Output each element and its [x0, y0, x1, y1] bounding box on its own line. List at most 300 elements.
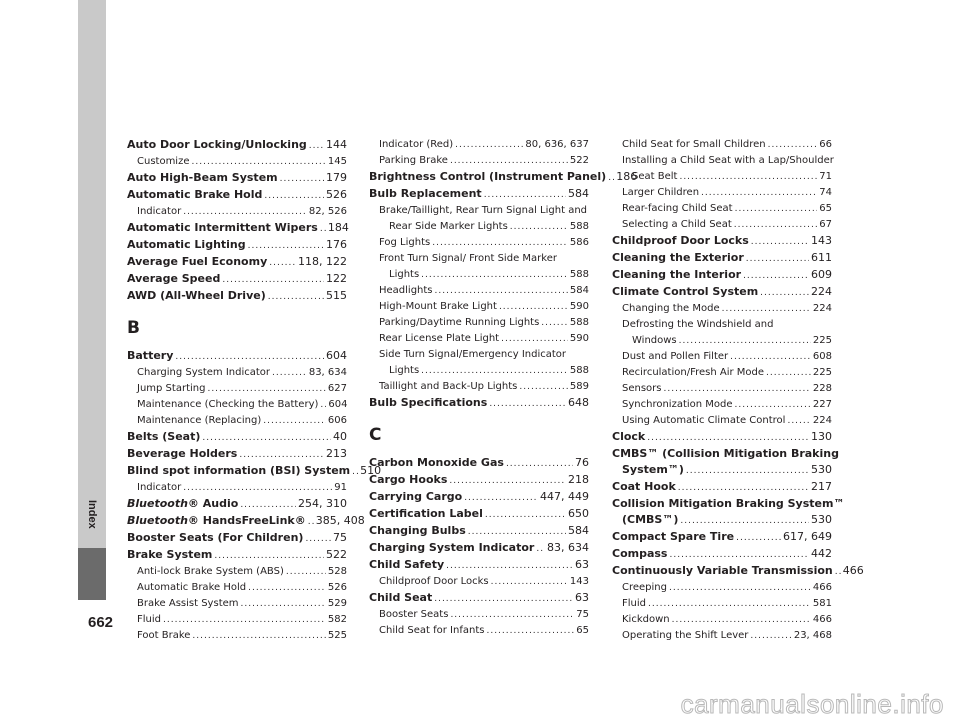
- entry-text: Creeping: [622, 582, 667, 593]
- entry-text: Indicator (Red): [379, 139, 454, 150]
- dot-leader: [240, 497, 296, 513]
- dot-leader: [446, 558, 573, 574]
- index-subentry: [127, 564, 347, 580]
- entry-text: Compact Spare Tire: [612, 530, 735, 543]
- index-entry: [612, 546, 832, 563]
- page-reference: 179: [326, 171, 347, 184]
- entry-text: Bluetooth® HandsFreeLink®: [127, 514, 306, 527]
- entry-text: Using Automatic Climate Control: [622, 415, 786, 426]
- page-reference: 224: [812, 303, 832, 314]
- dot-leader: [192, 628, 325, 644]
- entry-text: Bulb Specifications: [369, 396, 488, 409]
- entry-text: Fog Lights: [379, 237, 431, 248]
- index-subentry: [127, 381, 347, 397]
- entry-text: High-Mount Brake Light: [379, 301, 497, 312]
- entry-text: System™): [622, 463, 684, 476]
- entry-text: Auto Door Locking/Unlocking: [127, 138, 307, 151]
- dot-leader: [286, 564, 326, 580]
- page-reference: 224: [812, 415, 832, 426]
- entry-text: AWD (All-Wheel Drive): [127, 289, 266, 302]
- index-entry: [612, 496, 845, 512]
- entry-text: Taillight and Back-Up Lights: [379, 381, 518, 392]
- entry-text: Carrying Cargo: [369, 490, 463, 503]
- dot-leader: [241, 596, 326, 612]
- page-reference: 611: [811, 251, 832, 264]
- page-reference: 63: [575, 558, 589, 571]
- dot-leader: [736, 530, 781, 546]
- page-reference: 604: [326, 349, 347, 362]
- index-subentry: [612, 317, 832, 333]
- page-reference: 588: [569, 221, 589, 232]
- index-entry: [612, 512, 832, 529]
- dot-leader: [175, 349, 324, 365]
- index-entry: [612, 446, 839, 462]
- entry-text: Recirculation/Fresh Air Mode: [622, 367, 765, 378]
- index-column-1: [127, 137, 382, 644]
- dot-leader: [434, 591, 573, 607]
- index-entry: [612, 233, 832, 250]
- index-subentry: [612, 185, 832, 201]
- index-entry: [369, 186, 589, 203]
- entry-text: Selecting a Child Seat: [622, 219, 732, 230]
- page-reference: 466: [812, 582, 832, 593]
- index-subentry: [369, 607, 589, 623]
- watermark: carmanualsonline.info: [680, 689, 944, 719]
- entry-text: Brake System: [127, 548, 213, 561]
- page-reference: 385, 408: [315, 514, 365, 527]
- page-reference: 225: [812, 367, 832, 378]
- index-subentry: [369, 283, 589, 299]
- entry-text: Brake Assist System: [137, 598, 239, 609]
- entry-text: Kickdown: [622, 614, 670, 625]
- entry-text: Jump Starting: [137, 383, 206, 394]
- index-entry: [369, 590, 589, 607]
- dot-leader: [183, 480, 332, 496]
- page-reference: 466: [842, 564, 864, 577]
- entry-text: Brightness Control (Instrument Panel): [369, 170, 607, 183]
- page-reference: 75: [333, 531, 347, 544]
- index-entry: [369, 557, 589, 574]
- index-entry: [127, 513, 365, 530]
- dot-leader: [766, 365, 811, 381]
- page-reference: 582: [327, 614, 347, 625]
- entry-text: Clock: [612, 430, 646, 443]
- dot-leader: [280, 171, 324, 187]
- dot-leader: [450, 153, 568, 169]
- index-entry: [127, 496, 347, 513]
- dot-leader: [734, 217, 818, 233]
- dot-leader: [669, 580, 811, 596]
- entry-text: Carbon Monoxide Gas: [369, 456, 504, 469]
- page-reference: 82, 526: [308, 206, 347, 217]
- dot-leader: [432, 235, 568, 251]
- dot-leader: [536, 541, 545, 557]
- page-reference: 526: [327, 582, 347, 593]
- dot-leader: [519, 379, 568, 395]
- page-reference: 186: [616, 170, 638, 183]
- entry-text: Bulb Replacement: [369, 187, 482, 200]
- page-reference: 530: [811, 463, 832, 476]
- page-reference: 217: [811, 480, 832, 493]
- entry-text: Average Fuel Economy: [127, 255, 268, 268]
- dot-leader: [484, 187, 566, 203]
- page-reference: 515: [326, 289, 347, 302]
- dot-leader: [450, 607, 574, 623]
- entry-text: Anti-lock Brake System (ABS): [137, 566, 284, 577]
- index-sidebar-tab: [78, 548, 106, 600]
- page-reference: 528: [327, 566, 347, 577]
- entry-text: Headlights: [379, 285, 433, 296]
- entry-text: Cleaning the Exterior: [612, 251, 744, 264]
- page-reference: 213: [326, 447, 347, 460]
- dot-leader: [421, 363, 568, 379]
- entry-text: Child Safety: [369, 558, 445, 571]
- page-reference: 604: [328, 399, 348, 410]
- dot-leader: [248, 580, 326, 596]
- page-reference: 510: [360, 464, 382, 477]
- index-subentry: [127, 612, 347, 628]
- entry-text: Foot Brake: [137, 630, 191, 641]
- index-entry: [612, 284, 832, 301]
- dot-leader: [751, 234, 809, 250]
- entry-text: (CMBS™): [622, 513, 679, 526]
- entry-text: Charging System Indicator: [369, 541, 535, 554]
- entry-text: Changing Bulbs: [369, 524, 466, 537]
- page-reference: 589: [569, 381, 589, 392]
- dot-leader: [722, 301, 811, 317]
- dot-leader: [701, 185, 817, 201]
- index-subentry: [612, 333, 832, 349]
- index-subentry: [612, 301, 832, 317]
- index-subentry: [612, 217, 832, 233]
- index-subentry: [369, 219, 589, 235]
- entry-text: Certification Label: [369, 507, 483, 520]
- page-reference: 529: [327, 598, 347, 609]
- index-entry: [369, 540, 589, 557]
- entry-text: Lights: [389, 365, 420, 376]
- dot-leader: [760, 285, 809, 301]
- index-subentry: [612, 397, 832, 413]
- index-entry: [612, 529, 832, 546]
- entry-text: Child Seat for Small Children: [622, 139, 766, 150]
- index-entry: [612, 267, 832, 284]
- page-reference: 118, 122: [298, 255, 347, 268]
- entry-text: Front Turn Signal/ Front Side Marker: [379, 253, 557, 264]
- index-subentry: [612, 169, 832, 185]
- index-subentry: [612, 201, 832, 217]
- entry-text: Larger Children: [622, 187, 700, 198]
- page-reference: 584: [568, 524, 589, 537]
- index-subentry: [369, 251, 589, 267]
- dot-leader: [435, 283, 568, 299]
- index-subentry: [127, 628, 347, 644]
- page-reference: 23, 468: [793, 630, 832, 641]
- dot-leader: [491, 574, 568, 590]
- index-entry: [127, 220, 347, 237]
- entry-text: Side Turn Signal/Emergency Indicator: [379, 349, 567, 360]
- dot-leader: [264, 188, 324, 204]
- index-subentry: [612, 596, 832, 612]
- dot-leader: [248, 238, 324, 254]
- entry-text: Climate Control System: [612, 285, 759, 298]
- entry-text: Brake/Taillight, Rear Turn Signal Light and: [379, 205, 588, 216]
- index-entry: [369, 395, 589, 412]
- index-entry: [127, 530, 347, 547]
- entry-text: Auto High-Beam System: [127, 171, 278, 184]
- index-letter-heading: C: [369, 425, 382, 445]
- dot-leader: [669, 547, 809, 563]
- section-label: Index: [86, 500, 98, 529]
- entry-text: Booster Seats (For Children): [127, 531, 304, 544]
- index-entry: [369, 169, 638, 186]
- page-reference: 522: [326, 548, 347, 561]
- dot-leader: [735, 201, 818, 217]
- dot-leader: [672, 612, 811, 628]
- page-reference: 67: [819, 219, 832, 230]
- index-subentry: [369, 363, 589, 379]
- dot-leader: [320, 221, 326, 237]
- index-subentry: [369, 299, 589, 315]
- dot-leader: [269, 255, 296, 271]
- page-reference: 526: [326, 188, 347, 201]
- page-reference: 74: [819, 187, 832, 198]
- entry-text: Parking/Daytime Running Lights: [379, 317, 540, 328]
- dot-leader: [647, 430, 809, 446]
- dot-leader: [207, 381, 325, 397]
- index-subentry: [127, 397, 347, 413]
- entry-text: Childproof Door Locks: [379, 576, 489, 587]
- index-subentry: [612, 137, 832, 153]
- entry-text: Customize: [137, 156, 190, 167]
- entry-text: Child Seat: [369, 591, 433, 604]
- index-subentry: [127, 580, 347, 596]
- page-reference: 588: [569, 269, 589, 280]
- entry-text: Indicator: [137, 206, 182, 217]
- dot-leader: [486, 623, 574, 639]
- index-entry: [369, 489, 589, 506]
- dot-leader: [163, 612, 326, 628]
- dot-leader: [214, 548, 324, 564]
- dot-leader: [506, 456, 573, 472]
- page-reference: 522: [569, 155, 589, 166]
- index-entry: [127, 463, 382, 480]
- page-reference: 75: [576, 609, 589, 620]
- dot-leader: [735, 397, 811, 413]
- dot-leader: [309, 138, 324, 154]
- page-reference: 650: [568, 507, 589, 520]
- entry-text: Rear Side Marker Lights: [389, 221, 508, 232]
- entry-text: Cleaning the Interior: [612, 268, 742, 281]
- index-subentry: [127, 596, 347, 612]
- index-subentry: [369, 379, 589, 395]
- entry-text: Charging System Indicator: [137, 367, 271, 378]
- dot-leader: [686, 463, 809, 479]
- index-entry: [369, 455, 589, 472]
- dot-leader: [468, 524, 566, 540]
- entry-text: Windows: [632, 335, 677, 346]
- page-reference: 145: [327, 156, 347, 167]
- index-entry: [612, 479, 832, 496]
- index-entry: [369, 472, 589, 489]
- index-subentry: [369, 235, 589, 251]
- page-reference: 530: [811, 513, 832, 526]
- page-reference: 122: [326, 272, 347, 285]
- index-subentry: [612, 381, 832, 397]
- entry-text: Sensors: [622, 383, 662, 394]
- page-reference: 447, 449: [540, 490, 589, 503]
- dot-leader: [510, 219, 568, 235]
- entry-text: Indicator: [137, 482, 182, 493]
- entry-text: Automatic Brake Hold: [127, 188, 263, 201]
- dot-leader: [679, 333, 811, 349]
- entry-text: Lights: [389, 269, 420, 280]
- entry-text: Beverage Holders: [127, 447, 238, 460]
- index-entry: [127, 271, 347, 288]
- index-subentry: [612, 413, 832, 429]
- page-reference: 83, 634: [547, 541, 589, 554]
- index-subentry: [127, 204, 347, 220]
- page-reference: 225: [812, 335, 832, 346]
- page-reference: 442: [811, 547, 832, 560]
- dot-leader: [263, 413, 326, 429]
- page-reference: 218: [568, 473, 589, 486]
- index-entry: [127, 187, 347, 204]
- page-reference: 584: [569, 285, 589, 296]
- page-reference: 91: [334, 482, 347, 493]
- page-number: 662: [88, 614, 114, 631]
- index-subentry: [369, 623, 589, 639]
- entry-text: Parking Brake: [379, 155, 448, 166]
- index-column-3: [612, 137, 864, 644]
- index-entry: [612, 429, 832, 446]
- dot-leader: [489, 396, 566, 412]
- entry-text: Childproof Door Locks: [612, 234, 749, 247]
- dot-leader: [222, 272, 324, 288]
- index-letter-heading: B: [127, 318, 140, 338]
- dot-leader: [501, 331, 568, 347]
- dot-leader: [541, 315, 568, 331]
- dot-leader: [680, 513, 809, 529]
- entry-text: Blind spot information (BSI) System: [127, 464, 351, 477]
- page-reference: 581: [812, 598, 832, 609]
- entry-text: CMBS™ (Collision Mitigation Braking: [612, 447, 839, 460]
- page-reference: 80, 636, 637: [525, 139, 589, 150]
- index-entry: [612, 462, 832, 479]
- page-reference: 648: [568, 396, 589, 409]
- index-subentry: [369, 203, 589, 219]
- page-reference: 254, 310: [298, 497, 347, 510]
- dot-leader: [743, 268, 809, 284]
- index-subentry: [369, 137, 589, 153]
- page-reference: 40: [333, 430, 347, 443]
- page-reference: 584: [568, 187, 589, 200]
- entry-text: Dust and Pollen Filter: [622, 351, 729, 362]
- page-reference: 586: [569, 237, 589, 248]
- entry-text: Continuously Variable Transmission: [612, 564, 833, 577]
- dot-leader: [664, 381, 811, 397]
- dot-leader: [449, 473, 566, 489]
- dot-leader: [499, 299, 568, 315]
- entry-text: Collision Mitigation Braking System™: [612, 497, 845, 510]
- page-reference: 176: [326, 238, 347, 251]
- dot-leader: [464, 490, 538, 506]
- entry-text: Automatic Brake Hold: [137, 582, 247, 593]
- entry-text: Compass: [612, 547, 668, 560]
- dot-leader: [678, 480, 809, 496]
- index-entry: [369, 506, 589, 523]
- page-reference: 228: [812, 383, 832, 394]
- dot-leader: [308, 514, 314, 530]
- entry-text: Cargo Hooks: [369, 473, 448, 486]
- index-entry: [127, 446, 347, 463]
- entry-text: Seat Belt: [632, 171, 678, 182]
- dot-leader: [352, 464, 358, 480]
- entry-text: Booster Seats: [379, 609, 449, 620]
- index-entry: [127, 348, 347, 365]
- dot-leader: [421, 267, 568, 283]
- index-subentry: [369, 267, 589, 283]
- dot-leader: [455, 137, 523, 153]
- page-reference: 590: [569, 333, 589, 344]
- dot-leader: [192, 154, 326, 170]
- index-subentry: [612, 349, 832, 365]
- entry-text: Maintenance (Checking the Battery): [137, 399, 319, 410]
- entry-text: Coat Hook: [612, 480, 676, 493]
- index-subentry: [369, 153, 589, 169]
- dot-leader: [750, 628, 791, 644]
- page-reference: 143: [811, 234, 832, 247]
- dot-leader: [272, 365, 307, 381]
- page-reference: 227: [812, 399, 832, 410]
- dot-leader: [485, 507, 566, 523]
- page-reference: 71: [819, 171, 832, 182]
- index-entry: [127, 137, 347, 154]
- index-subentry: [612, 153, 832, 169]
- index-entry: [612, 250, 832, 267]
- dot-leader: [320, 397, 326, 413]
- index-entry: [127, 547, 347, 564]
- page-reference: 184: [327, 221, 349, 234]
- page-reference: 627: [327, 383, 347, 394]
- entry-text: Installing a Child Seat with a Lap/Shoulder: [622, 155, 834, 166]
- index-subentry: [127, 154, 347, 170]
- entry-text: Battery: [127, 349, 174, 362]
- page-reference: 606: [327, 415, 347, 426]
- page-reference: 143: [569, 576, 589, 587]
- entry-text: Fluid: [137, 614, 161, 625]
- page-reference: 65: [576, 625, 589, 636]
- page-reference: 66: [819, 139, 832, 150]
- page-reference: 525: [327, 630, 347, 641]
- index-entry: [612, 563, 864, 580]
- index-subentry: [612, 628, 832, 644]
- page-reference: 608: [812, 351, 832, 362]
- index-entry: [127, 170, 347, 187]
- index-subentry: [369, 331, 589, 347]
- entry-text: Automatic Lighting: [127, 238, 246, 251]
- entry-text: Rear-facing Child Seat: [622, 203, 733, 214]
- entry-text: Synchronization Mode: [622, 399, 733, 410]
- dot-leader: [268, 289, 324, 305]
- entry-text: Belts (Seat): [127, 430, 201, 443]
- index-entry: [127, 429, 347, 446]
- page-reference: 588: [569, 317, 589, 328]
- page-reference: 617, 649: [783, 530, 832, 543]
- page-reference: 609: [811, 268, 832, 281]
- page-reference: 76: [575, 456, 589, 469]
- index-subentry: [127, 480, 347, 496]
- index-subentry: [369, 347, 589, 363]
